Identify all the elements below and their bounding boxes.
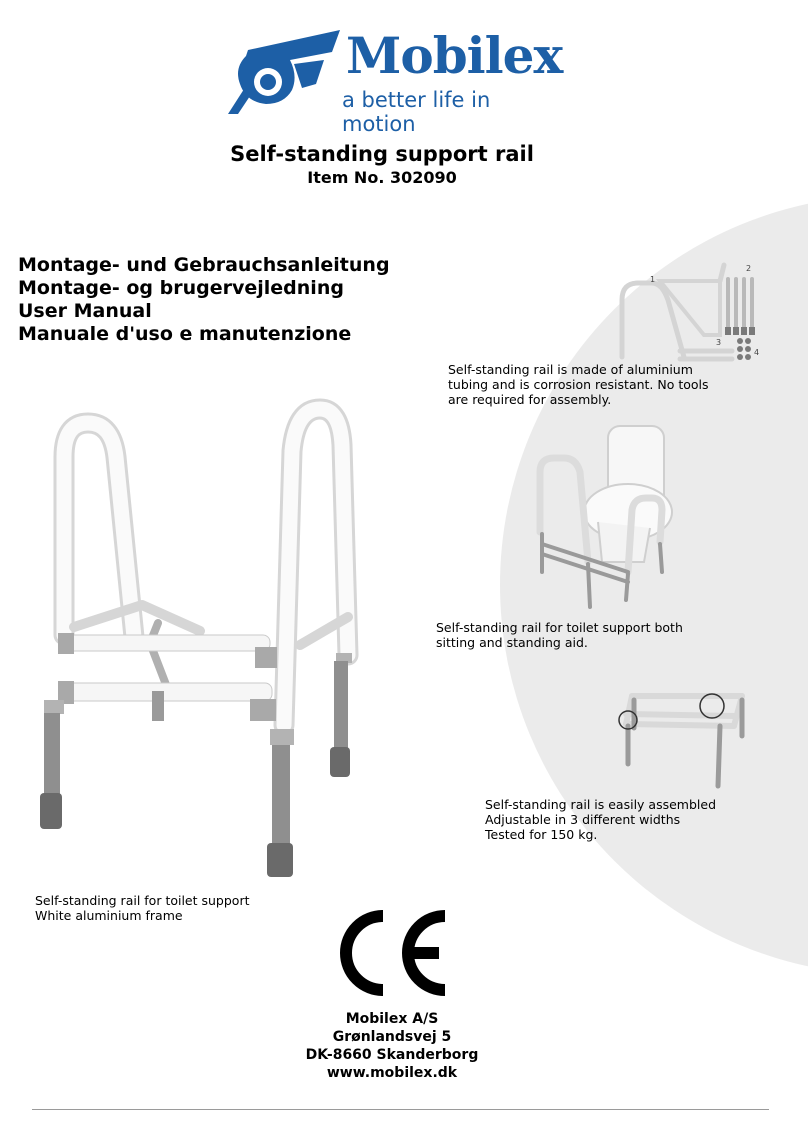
assembly-photo (610, 686, 755, 792)
manual-title-en: User Manual (18, 300, 152, 322)
caption-parts: Self-standing rail is made of aluminium tubing and is corrosion resistant. No tools are required for assembly. (448, 362, 709, 407)
diagram-label-2: 2 (746, 264, 752, 273)
company-address (0, 1010, 784, 1082)
brand-logo (228, 24, 568, 136)
footer-divider (32, 1109, 769, 1110)
wheelchair-logo-icon (228, 24, 348, 116)
manual-titles (18, 254, 390, 346)
diagram-label-1: 1 (650, 275, 656, 284)
item-number: Item No. 302090 (307, 168, 457, 187)
support-rail-photo (30, 395, 370, 880)
manual-title-it: Manuale d'uso e manutenzione (18, 323, 352, 345)
product-title: Self-standing support rail (230, 142, 534, 166)
brand-name: Mobilex (346, 26, 563, 85)
diagram-label-3: 3 (716, 338, 722, 347)
toilet-photo (528, 422, 678, 614)
manual-title-da: Montage- og brugervejledning (18, 277, 344, 299)
company-website[interactable]: www.mobilex.dk (326, 1065, 458, 1081)
company-street: Grønlandsvej 5 (332, 1029, 452, 1045)
manual-title-de: Montage- und Gebrauchsanleitung (18, 254, 390, 276)
caption-toilet: Self-standing rail for toilet support both sitting and standing aid. (436, 620, 683, 650)
caption-main: Self-standing rail for toilet support White aluminium frame (35, 893, 250, 923)
diagram-label-4: 4 (754, 348, 760, 357)
company-city: DK-8660 Skanderborg (305, 1047, 479, 1063)
brand-tagline: a better life in motion (342, 88, 491, 136)
company-name: Mobilex A/S (345, 1011, 439, 1027)
ce-mark-icon (333, 910, 453, 996)
caption-assembly: Self-standing rail is easily assembled Adjustable in 3 different widths Tested for 150 kg. (485, 797, 716, 842)
parts-diagram-image (600, 255, 770, 370)
